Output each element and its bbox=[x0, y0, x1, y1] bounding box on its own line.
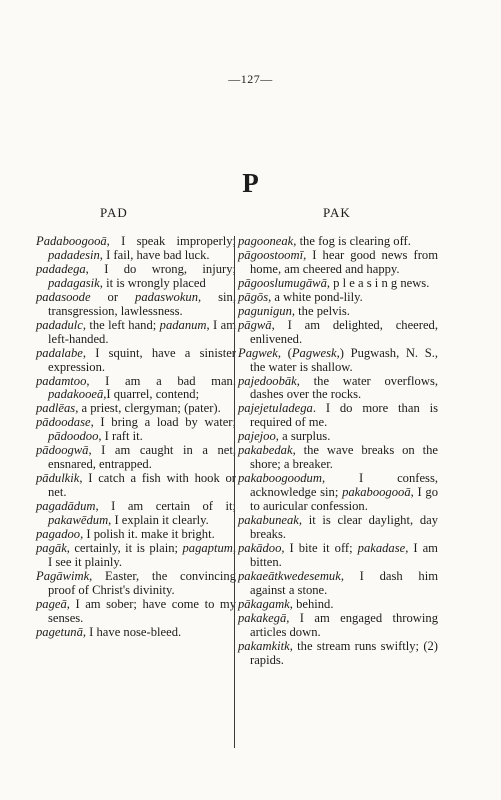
dictionary-entry bbox=[36, 402, 236, 416]
definition-text: , the wave breaks on the shore; a breaker. bbox=[250, 443, 438, 472]
dictionary-entry bbox=[238, 514, 438, 542]
headword: pāgooslumugāwā bbox=[238, 275, 327, 290]
definition-text: , I am a bad man. bbox=[86, 373, 236, 388]
definition-text: , a priest, clergyman; (pater). bbox=[75, 401, 221, 416]
definition-text: , I catch a fish with hook or net. bbox=[48, 471, 236, 500]
definition-text: , Easter, the convincing proof of Christ's divinity. bbox=[48, 568, 236, 597]
headword: pākagamk bbox=[238, 596, 290, 611]
dictionary-entry bbox=[238, 235, 438, 249]
headword: padadesin bbox=[48, 247, 100, 262]
dictionary-entry bbox=[238, 319, 438, 347]
headword: Padaboogooā bbox=[36, 234, 107, 248]
headword: pagadādum bbox=[36, 499, 96, 514]
headword: padaswokun bbox=[135, 289, 199, 304]
definition-text: , I dash him against a stone. bbox=[250, 568, 438, 597]
headword: pakabedak bbox=[238, 443, 293, 458]
definition-text: , I polish it. make it bright. bbox=[80, 527, 215, 542]
headword: pādoodoo bbox=[48, 429, 99, 444]
headword: pagaptum bbox=[182, 540, 233, 555]
definition-text: , ( bbox=[277, 345, 292, 360]
definition-text: , the water overflows, dashes over the rocks. bbox=[250, 373, 438, 402]
section-letter: P bbox=[242, 168, 259, 198]
definition-text: , certainly, it is plain; bbox=[66, 540, 183, 555]
definition-text: ,) Pugwash, N. S., the water is shallow. bbox=[250, 345, 438, 374]
dictionary-entry bbox=[36, 263, 236, 291]
headword: pagooneak bbox=[238, 234, 294, 248]
definition-text: , the fog is clearing off. bbox=[293, 234, 411, 248]
dictionary-entry bbox=[36, 598, 236, 626]
dictionary-entry bbox=[238, 305, 438, 319]
headword: pajejetuladega bbox=[238, 401, 313, 416]
definition-text: , I hear good news from home, am cheered and happy. bbox=[250, 247, 438, 276]
headword: pādoodase bbox=[36, 415, 91, 430]
headword: padadulc bbox=[36, 317, 83, 332]
definition-text: , I speak improperly; bbox=[106, 234, 236, 248]
definition-text: , I squint, have a sinister expression. bbox=[48, 345, 236, 374]
headword: pāgoostoomī bbox=[238, 247, 304, 262]
definition-text: , I bite it off; bbox=[281, 540, 358, 555]
dictionary-entry bbox=[238, 472, 438, 514]
definition-text: , I am left-handed. bbox=[48, 317, 236, 346]
dictionary-entry bbox=[36, 291, 236, 319]
headword: pajedoobāk bbox=[238, 373, 297, 388]
dictionary-entry bbox=[238, 277, 438, 291]
running-head-right: PAK bbox=[323, 205, 351, 220]
headword: pakādoo bbox=[238, 540, 282, 555]
definition-text: , I raft it. bbox=[98, 429, 143, 444]
definition-text: . I do more than is required of me. bbox=[250, 401, 438, 430]
headword: Pagwek bbox=[238, 345, 278, 360]
definition-text: , I have nose-bleed. bbox=[82, 624, 182, 639]
dictionary-entry bbox=[238, 402, 438, 430]
headword: pāgōs bbox=[238, 289, 269, 304]
dictionary-entry bbox=[238, 347, 438, 375]
definition-text: , it is wrongly placed bbox=[99, 275, 206, 290]
dictionary-entry bbox=[36, 528, 236, 542]
headword: pagadoo bbox=[36, 527, 81, 542]
definition-text: , the pelvis. bbox=[291, 303, 350, 318]
definition-text: , I am delighted, cheered, enlivened. bbox=[250, 317, 438, 346]
headword: padalabe bbox=[36, 345, 83, 360]
definition-text: , I bring a load by water; bbox=[90, 415, 236, 430]
definition-text: , p l e a s i n g news. bbox=[326, 275, 430, 290]
definition-text: , it is clear daylight, day breaks. bbox=[250, 513, 438, 542]
definition-text: , I go to auricular confession. bbox=[250, 485, 438, 514]
headword: padakooeā bbox=[48, 387, 104, 402]
dictionary-entry bbox=[36, 626, 236, 640]
dictionary-entry bbox=[36, 444, 236, 472]
definition-text: or bbox=[90, 289, 136, 304]
headword: Pagwesk bbox=[291, 345, 337, 360]
headword: pādulkik bbox=[36, 471, 80, 486]
definition-text: , I am sober; have come to my senses. bbox=[48, 596, 236, 625]
dictionary-entry bbox=[238, 570, 438, 598]
headword: pādoogwā bbox=[36, 443, 89, 458]
running-head-left: PAD bbox=[100, 205, 128, 220]
dictionary-entry bbox=[238, 249, 438, 277]
headword: pagāk bbox=[36, 540, 67, 555]
definition-text: , behind. bbox=[289, 596, 334, 611]
dictionary-entry bbox=[36, 375, 236, 403]
headword: pakawēdum bbox=[48, 513, 109, 528]
definition-text: , I am engaged throwing articles down. bbox=[250, 610, 438, 639]
definition-text: , the left hand; bbox=[82, 317, 160, 332]
dictionary-entry bbox=[238, 640, 438, 668]
headword: Pagāwimk bbox=[36, 568, 90, 583]
headword: pagunigun bbox=[238, 303, 292, 318]
headword: pāgwā bbox=[238, 317, 272, 332]
headword: pakaboogooā bbox=[342, 485, 411, 500]
dictionary-entry bbox=[238, 444, 438, 472]
definition-text: , I confess, acknowledge sin; bbox=[250, 471, 438, 500]
definition-text: , sin, transgression, lawlessness. bbox=[48, 289, 236, 318]
dictionary-entry bbox=[36, 319, 236, 347]
headword: pakadase bbox=[357, 540, 406, 555]
dictionary-entry bbox=[238, 612, 438, 640]
headword: pakaboogoodum bbox=[238, 471, 322, 486]
definition-text: , I explain it clearly. bbox=[108, 513, 209, 528]
dictionary-entry bbox=[36, 235, 236, 263]
headword: padamtoo bbox=[36, 373, 87, 388]
dictionary-entry bbox=[36, 347, 236, 375]
definition-text: , a surplus. bbox=[275, 429, 331, 444]
dictionary-entry bbox=[238, 375, 438, 403]
headword: pakakegā bbox=[238, 610, 287, 625]
headword: padlēas bbox=[36, 401, 76, 416]
dictionary-entry bbox=[238, 598, 438, 612]
column-divider bbox=[234, 236, 235, 748]
headword: pakaeātkwedesemuk bbox=[238, 568, 341, 583]
definition-text: ,I quarrel, contend; bbox=[103, 387, 200, 402]
definition-text: , I am bitten. bbox=[250, 540, 438, 569]
headword: pakabuneak bbox=[238, 513, 299, 528]
definition-text: , I am caught in a net, ensnared, entrapped. bbox=[48, 443, 236, 472]
page-number: —127— bbox=[228, 72, 273, 86]
definition-text: , I fail, have bad luck. bbox=[99, 247, 210, 262]
headword: padagasik bbox=[48, 275, 100, 290]
headword: padasoode bbox=[36, 289, 91, 304]
dictionary-entry bbox=[36, 472, 236, 500]
headword: padadega bbox=[36, 261, 86, 276]
right-column bbox=[238, 235, 438, 668]
dictionary-entry bbox=[36, 570, 236, 598]
dictionary-entry bbox=[238, 542, 438, 570]
headword: padanum bbox=[159, 317, 207, 332]
definition-text: , I am certain of it; bbox=[95, 499, 236, 514]
headword: pakamkitk bbox=[238, 638, 290, 653]
left-column bbox=[36, 235, 236, 640]
definition-text: , I see it plainly. bbox=[48, 540, 236, 569]
dictionary-entry bbox=[36, 500, 236, 528]
definition-text: , I do wrong, injury; bbox=[85, 261, 236, 276]
dictionary-entry bbox=[238, 430, 438, 444]
dictionary-entry bbox=[36, 542, 236, 570]
dictionary-entry bbox=[36, 416, 236, 444]
dictionary-entry bbox=[238, 291, 438, 305]
definition-text: , a white pond-lily. bbox=[268, 289, 363, 304]
definition-text: , the stream runs swiftly; (2) rapids. bbox=[250, 638, 438, 667]
headword: pagetunā bbox=[36, 624, 83, 639]
headword: pajejoo bbox=[238, 429, 276, 444]
headword: pageā bbox=[36, 596, 67, 611]
